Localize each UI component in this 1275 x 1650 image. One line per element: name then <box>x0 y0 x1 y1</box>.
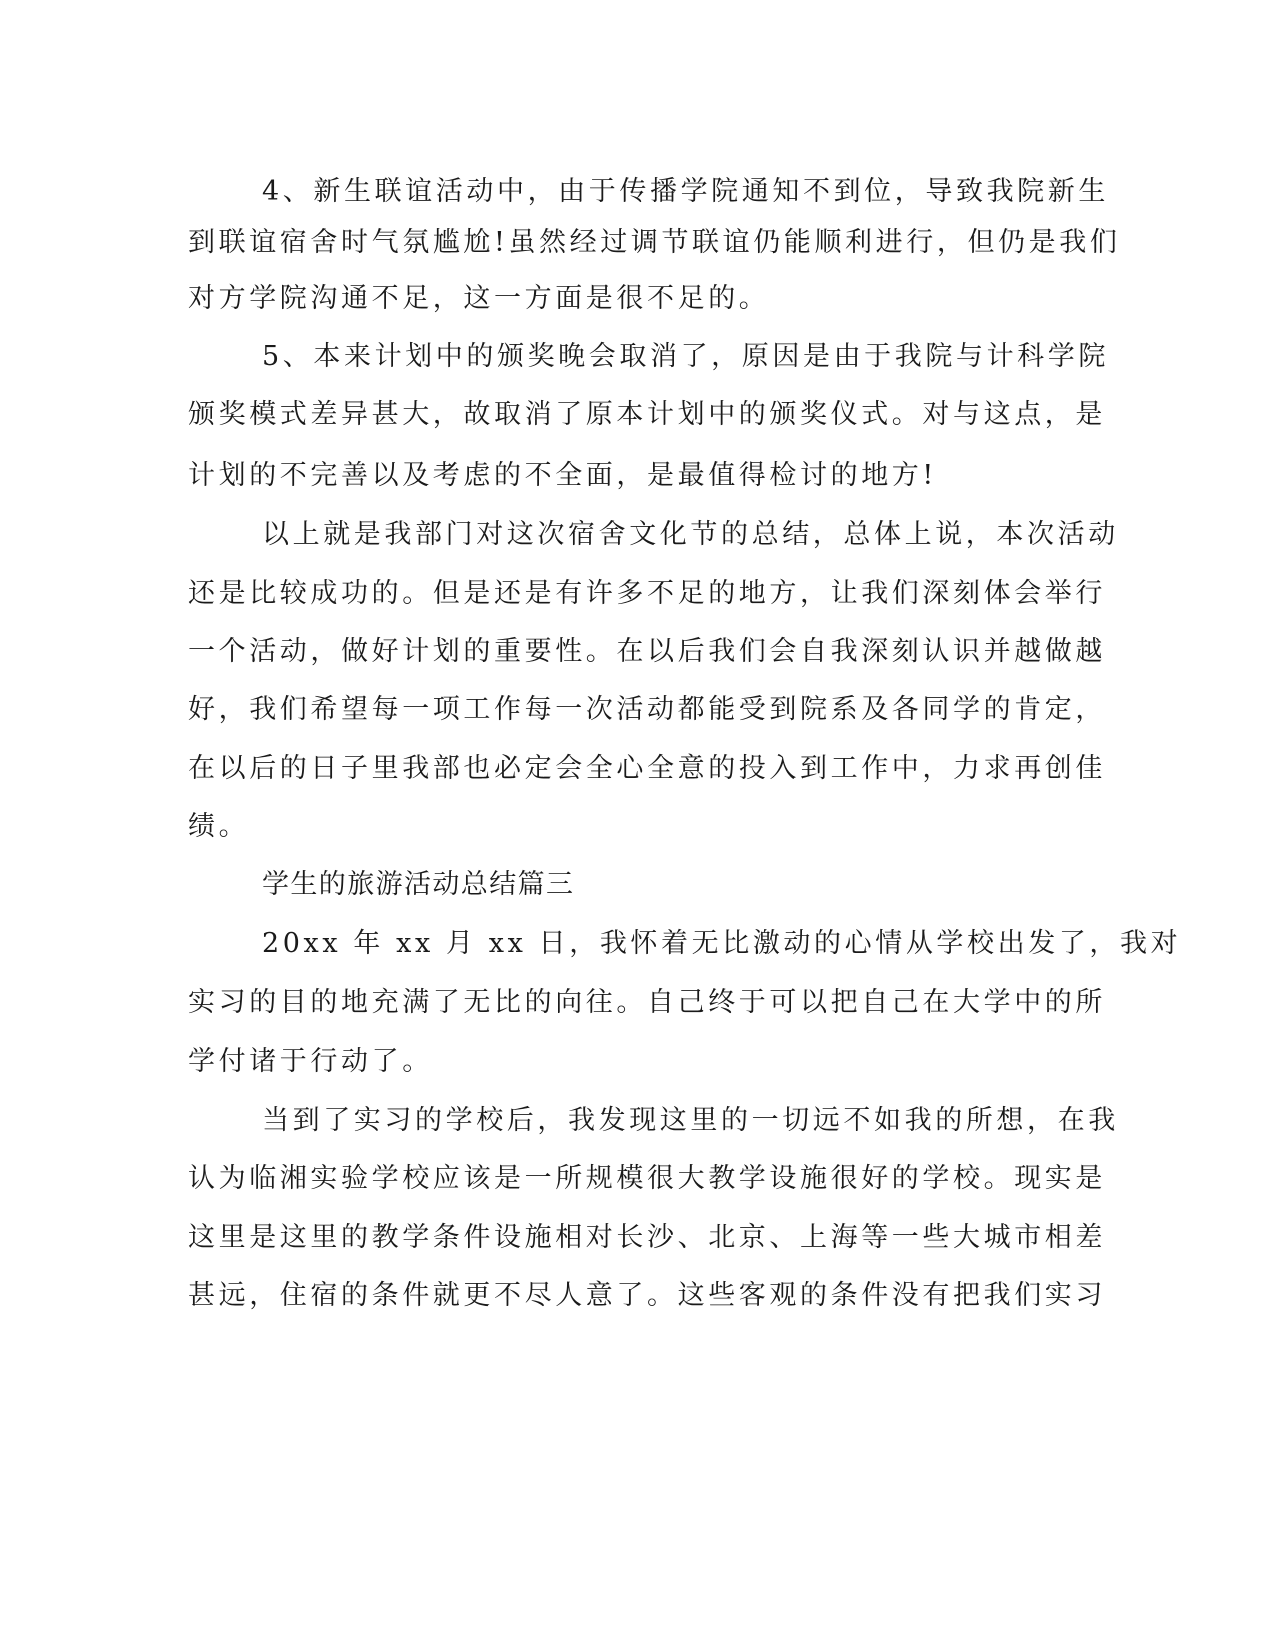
paragraph-line: 5、本来计划中的颁奖晚会取消了，原因是由于我院与计科学院 <box>262 341 1109 372</box>
paragraph-line: 一个活动，做好计划的重要性。在以后我们会自我深刻认识并越做越 <box>188 636 1106 667</box>
paragraph-line: 认为临湘实验学校应该是一所规模很大教学设施很好的学校。现实是 <box>188 1163 1106 1194</box>
paragraph-line: 颁奖模式差异甚大，故取消了原本计划中的颁奖仪式。对与这点，是 <box>188 399 1106 430</box>
paragraph-line: 这里是这里的教学条件设施相对长沙、北京、上海等一些大城市相差 <box>188 1222 1106 1253</box>
paragraph-line: 当到了实习的学校后，我发现这里的一切远不如我的所想，在我 <box>262 1105 1119 1136</box>
paragraph-line: 以上就是我部门对这次宿舍文化节的总结，总体上说，本次活动 <box>262 519 1119 550</box>
paragraph-line: 好，我们希望每一项工作每一次活动都能受到院系及各同学的肯定， <box>188 694 1106 725</box>
paragraph-line: 20xx 年 xx 月 xx 日，我怀着无比激动的心情从学校出发了，我对 <box>262 928 1182 959</box>
paragraph-line: 在以后的日子里我部也必定会全心全意的投入到工作中，力求再创佳 <box>188 753 1106 784</box>
paragraph-line: 学付诸于行动了。 <box>188 1046 433 1077</box>
paragraph-line: 还是比较成功的。但是还是有许多不足的地方，让我们深刻体会举行 <box>188 578 1106 609</box>
paragraph-line: 甚远，住宿的条件就更不尽人意了。这些客观的条件没有把我们实习 <box>188 1280 1106 1311</box>
paragraph-line: 实习的目的地充满了无比的向往。自己终于可以把自己在大学中的所 <box>188 987 1106 1018</box>
paragraph-line: 绩。 <box>188 811 250 842</box>
paragraph-line: 到联谊宿舍时气氛尴尬!虽然经过调节联谊仍能顺利进行，但仍是我们 <box>188 227 1121 258</box>
section-heading: 学生的旅游活动总结篇三 <box>262 869 575 900</box>
paragraph-line: 计划的不完善以及考虑的不全面，是最值得检讨的地方! <box>188 460 937 491</box>
paragraph-line: 对方学院沟通不足，这一方面是很不足的。 <box>188 283 770 314</box>
paragraph-line: 4、新生联谊活动中，由于传播学院通知不到位，导致我院新生 <box>262 176 1109 207</box>
